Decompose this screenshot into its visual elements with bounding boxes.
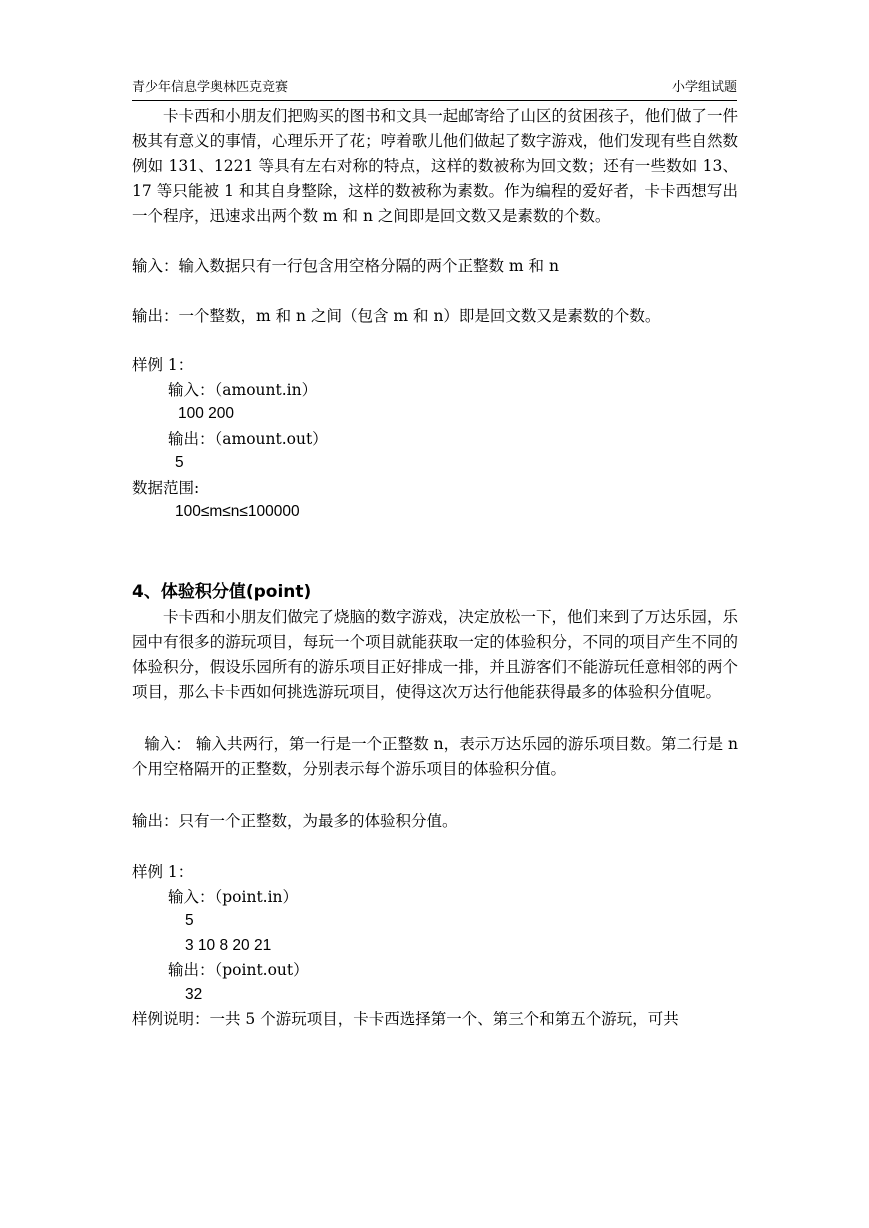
problem3-output: 输出：一个整数，m 和 n 之间（包含 m 和 n）即是回文数又是素数的个数。 bbox=[132, 306, 661, 325]
problem4-sample-input-line1: 5 bbox=[185, 912, 194, 929]
problem4-sample-explanation: 样例说明：一共 5 个游玩项目，卡卡西选择第一个、第三个和第五个游玩，可共 bbox=[132, 1010, 679, 1028]
problem3-range: 100≤m≤n≤100000 bbox=[175, 503, 300, 520]
problem4-sample-label: 样例 1： bbox=[132, 863, 194, 881]
page-header bbox=[132, 78, 737, 98]
problem4-intro: 卡卡西和小朋友们做完了烧脑的数字游戏，决定放松一下，他们来到了万达乐园，乐园中有很多的游玩项目，每玩一个项目就能获取一定的体验积分，不同的项目产生不同的体验积分，假设乐园所有的游乐项目正好排成一排，并且游客们不能游玩任意相邻的两个项目，那么卡卡西如何挑选游玩项目，使得这次万达行他能获得最多的体验积分值呢。 bbox=[132, 607, 738, 701]
problem3-input: 输入：输入数据只有一行包含用空格分隔的两个正整数 m 和 n bbox=[132, 257, 559, 275]
problem4-output: 输出：只有一个正整数，为最多的体验积分值。 bbox=[132, 811, 458, 830]
problem3-sample-label: 样例 1： bbox=[132, 356, 194, 374]
problem3-intro: 卡卡西和小朋友们把购买的图书和文具一起邮寄给了山区的贫困孩子，他们做了一件极其有意义的事情，心理乐开了花；哼着歌儿他们做起了数字游戏，他们发现有些自然数例如 131、1221 等具有左右对称的特点，这样的数被称为回文数；还有一些数如 13、17 等只能被 1 和其自身整除，这样的数被称为素数。作为编程的爱好者，卡卡西想写出一个程序，迅速求出两个数 m 和 n 之间即是回文数又是素数的个数。 bbox=[132, 107, 738, 225]
header-right-title: 小学组试题 bbox=[671, 80, 737, 95]
problem4-input: 输入： 输入共两行，第一行是一个正整数 n，表示万达乐园的游乐项目数。第二行是 n 个用空格隔开的正整数，分别表示每个游乐项目的体验积分值。 bbox=[132, 734, 738, 778]
problem3-range-label: 数据范围: bbox=[132, 478, 200, 497]
problem3-sample-input-label: 输入：（amount.in） bbox=[168, 380, 318, 399]
problem3-sample-output-label: 输出：（amount.out） bbox=[168, 429, 328, 448]
problem4-title: 4、体验积分值(point) bbox=[132, 581, 312, 602]
problem4-sample-input-label: 输入：（point.in） bbox=[168, 887, 299, 906]
problem4-sample-input-line2: 3 10 8 20 21 bbox=[185, 936, 272, 954]
problem4-sample-output-label: 输出：（point.out） bbox=[168, 961, 309, 979]
page-content bbox=[132, 104, 738, 1032]
problem3-sample-input: 100 200 bbox=[178, 405, 235, 422]
problem3-sample-output: 5 bbox=[175, 454, 184, 471]
header-divider bbox=[132, 100, 737, 101]
header-left-title: 青少年信息学奥林匹克竞赛 bbox=[132, 80, 289, 95]
problem4-sample-output: 32 bbox=[185, 985, 203, 1003]
